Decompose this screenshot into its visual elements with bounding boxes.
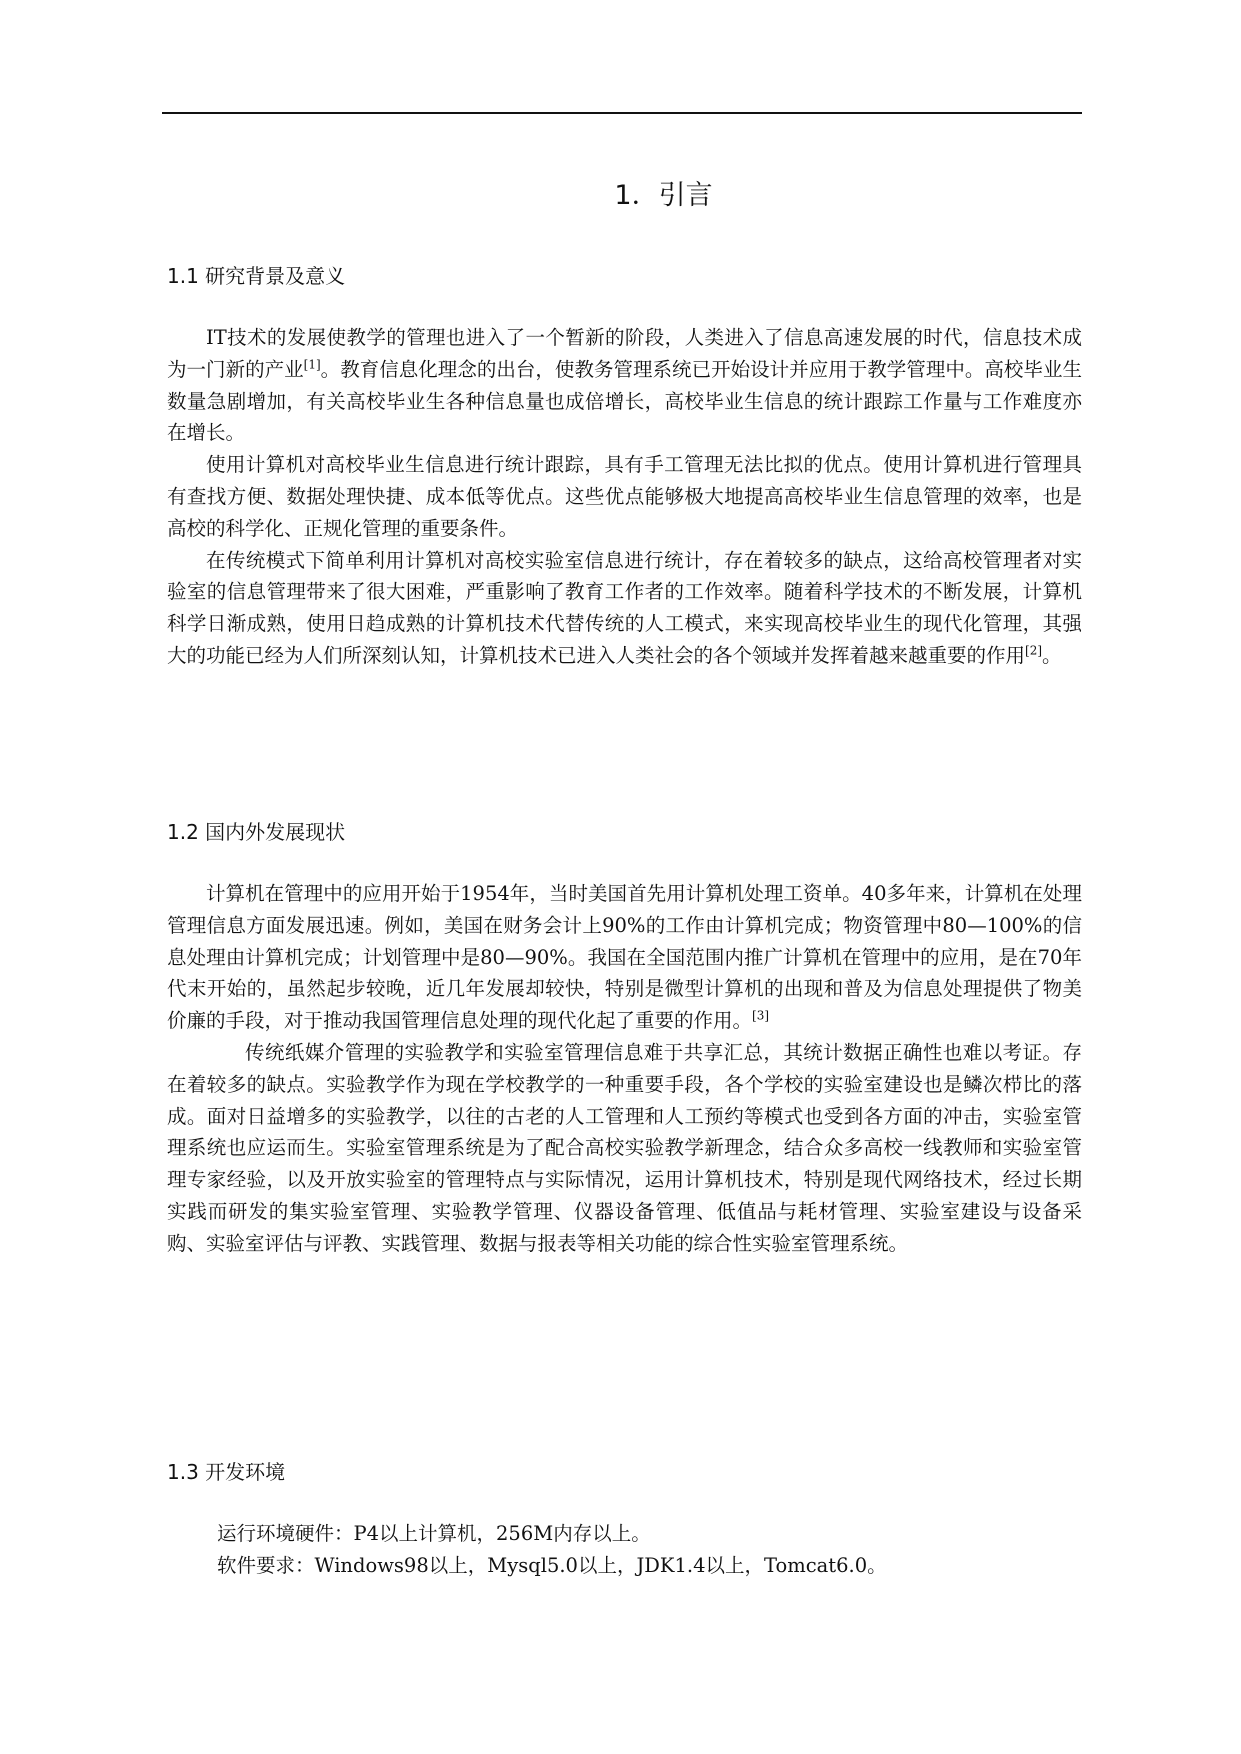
section-heading-1-2: 1.2 国内外发展现状 [167,820,346,844]
software-requirement: 软件要求：Windows98以上，Mysql5.0以上，JDK1.4以上，Tomcat6.0。 [217,1554,887,1577]
chapter-title: 1．引言 [614,180,713,211]
paragraph: 使用计算机对高校毕业生信息进行统计跟踪，具有手工管理无法比拟的优点。使用计算机进行管理具有查找方便、数据处理快捷、成本低等优点。这些优点能够极大地提高高校毕业生信息管理的效率，也是高校的科学化、正规化管理的重要条件。 [167,453,1082,540]
environment-list [217,1518,1082,1582]
citation-ref: [3] [752,1008,770,1023]
section-body-1-1 [167,322,1082,672]
section-heading-1-1: 1.1 研究背景及意义 [167,264,346,288]
header-rule [162,112,1082,114]
section-heading-1-3: 1.3 开发环境 [167,1460,286,1484]
paragraph: 传统纸媒介管理的实验教学和实验室管理信息难于共享汇总，其统计数据正确性也难以考证。存在着较多的缺点。实验教学作为现在学校教学的一种重要手段，各个学校的实验室建设也是鳞次栉比的落成。面对日益增多的实验教学，以往的古老的人工管理和人工预约等模式也受到各方面的冲击，实验室管理系统也应运而生。实验室管理系统是为了配合高校实验教学新理念，结合众多高校一线教师和实验室管理专家经验，以及开放实验室的管理特点与实际情况，运用计算机技术，特别是现代网络技术，经过长期实践而研发的集实验室管理、实验教学管理、仪器设备管理、低值品与耗材管理、实验室建设与设备采购、实验室评估与评教、实践管理、数据与报表等相关功能的综合性实验室管理系统。 [167,1040,1082,1255]
citation-ref: [1] [303,357,321,372]
citation-ref: [2] [1025,643,1043,658]
paragraph: 计算机在管理中的应用开始于1954年，当时美国首先用计算机处理工资单。40多年来，计算机在处理管理信息方面发展迅速。例如，美国在财务会计上90%的工作由计算机完成；物资管理中80—100%的信息处理由计算机完成；计划管理中是80—90%。我国在全国范围内推广计算机在管理中的应用，是在70年代末开始的，虽然起步较晚，近几年发展却较快，特别是微型计算机的出现和普及为信息处理提供了物美价廉的手段，对于推动我国管理信息处理的现代化起了重要的作用。[3] [167,882,1082,1033]
section-body-1-2 [167,878,1082,1260]
paragraph: 在传统模式下简单利用计算机对高校实验室信息进行统计，存在着较多的缺点，这给高校管理者对实验室的信息管理带来了很大困难，严重影响了教育工作者的工作效率。随着科学技术的不断发展，计算机科学日渐成熟，使用日趋成熟的计算机技术代替传统的人工模式，来实现高校毕业生的现代化管理，其强大的功能已经为人们所深刻认知，计算机技术已进入人类社会的各个领域并发挥着越来越重要的作用[2]。 [167,548,1082,667]
paragraph: IT技术的发展使教学的管理也进入了一个暂新的阶段，人类进入了信息高速发展的时代，信息技术成为一门新的产业[1]。教育信息化理念的出台，使教务管理系统已开始设计并应用于教学管理中。高校毕业生数量急剧增加，有关高校毕业生各种信息量也成倍增长，高校毕业生信息的统计跟踪工作量与工作难度亦在增长。 [167,326,1082,445]
hardware-requirement: 运行环境硬件：P4以上计算机，256M内存以上。 [217,1522,651,1545]
